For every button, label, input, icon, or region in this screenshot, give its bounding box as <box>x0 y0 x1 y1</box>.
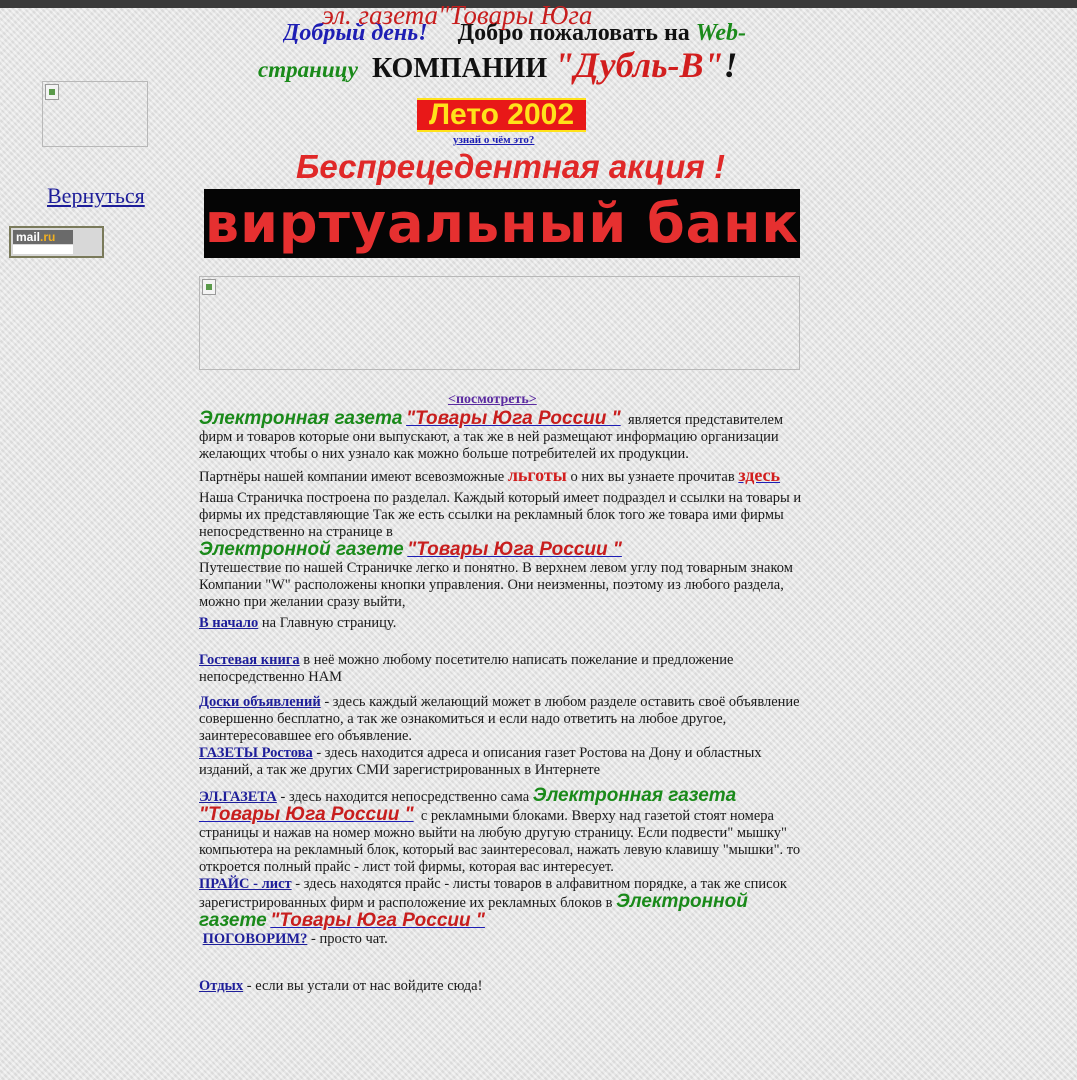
benefits-word: льготы <box>507 465 567 485</box>
nav-epaper-item <box>199 787 803 876</box>
structure-text: Наша Страничка построена по разделал. Каждый который имеет подраздел и ссылки на товары и фирмы их представляющие Так же есть ссылки на рекламный блок того же товара ими фирмы непосредственно на странице в <box>199 490 802 540</box>
epaper-newspaper-link[interactable]: "Товары Юга России " <box>199 804 414 825</box>
structure-newspaper-link[interactable]: "Товары Юга России " <box>407 539 622 560</box>
nav-rest-text: - если вы устали от нас войдите сюда! <box>246 978 483 994</box>
mailru-counter-bar <box>13 245 73 254</box>
page-word: страницу <box>258 57 358 82</box>
look-link[interactable]: <посмотреть> <box>448 392 537 407</box>
main-content <box>199 410 803 995</box>
nav-rest-link[interactable]: Отдых <box>199 978 244 994</box>
greeting-text: Добрый день! <box>283 20 428 44</box>
exclaim: ! <box>723 45 738 85</box>
summer-badge[interactable]: Лето 2002 <box>417 98 586 132</box>
partners-text: Партнёры нашей компании имеют всевозможные <box>199 469 505 485</box>
nav-guest-item <box>199 652 803 686</box>
nav-home-link[interactable]: В начало <box>199 615 259 631</box>
nav-boards-text: - здесь каждый желающий может в любом разделе оставить своё объявление совершенно бесплатно, а так же ознакомиться и если надо ответить на любое другое, заинтересовавшее его объявление. <box>199 694 800 744</box>
newspaper-label: Электронная газета <box>199 408 403 429</box>
mailru-logo-a: mail <box>16 230 41 244</box>
welcome-text: Добро пожаловать на <box>457 20 690 44</box>
here-link[interactable]: здесь <box>738 465 781 485</box>
nav-papers-item <box>199 745 803 779</box>
nav-papers-link[interactable]: ГАЗЕТЫ Ростова <box>199 745 313 761</box>
nav-epaper-link[interactable]: ЭЛ.ГАЗЕТА <box>199 789 277 805</box>
broken-image-icon <box>202 279 216 295</box>
learn-link[interactable]: узнай о чём это? <box>453 134 535 146</box>
company-word: КОМПАНИИ <box>371 53 548 84</box>
nav-papers-text: - здесь находится адреса и описания газет Ростова на Дону и областных изданий, а так же других СМИ зарегистрированных в Интернете <box>199 745 762 778</box>
broken-image-icon <box>45 84 59 100</box>
price-newspaper-label: Электронной газете <box>199 891 748 931</box>
nav-rest-item <box>199 978 803 995</box>
web-text: Web- <box>695 20 746 44</box>
mailru-counter[interactable] <box>9 226 104 258</box>
company-name: "Дубль-В" <box>554 45 724 85</box>
nav-chat-item <box>199 931 803 948</box>
banner-image-placeholder[interactable] <box>199 276 800 370</box>
price-newspaper-link[interactable]: "Товары Юга России " <box>270 910 485 931</box>
mailru-logo <box>13 230 73 244</box>
partners-paragraph <box>199 467 803 486</box>
structure-newspaper-label: Электронной газете <box>199 539 404 560</box>
back-link[interactable]: Вернуться <box>47 183 145 208</box>
nav-price-link[interactable]: ПРАЙС - лист <box>199 876 292 892</box>
nav-price-item <box>199 876 803 931</box>
company-line <box>258 44 738 86</box>
intro-paragraph <box>199 410 803 463</box>
nav-boards-item <box>199 694 803 745</box>
nav-home-item <box>199 615 803 632</box>
structure-paragraph <box>199 490 803 560</box>
nav-boards-link[interactable]: Доски объявлений <box>199 694 321 710</box>
intro-text: является представителем фирм и товаров которые они выпускают, а так же в ней размещают информацию организации желающих чтобы о них узнало как можно больше потребителей их продукции. <box>199 412 784 462</box>
nav-chat-text: - просто чат. <box>310 931 388 947</box>
nav-price-text: - здесь находятся прайс - листы товаров в алфавитном порядке, а так же список зарегистрированных фирм и расположение их рекламных блоков в <box>199 876 787 911</box>
travel-paragraph <box>199 560 803 611</box>
newspaper-link[interactable]: "Товары Юга России " <box>406 408 621 429</box>
partners-text-2: о них вы узнаете прочитав <box>570 469 735 485</box>
epaper-newspaper-label: Электронная газета <box>532 785 737 806</box>
nav-home-text: на Главную страницу. <box>261 615 397 631</box>
nav-guest-text: в неё можно любому посетителю написать пожелание и предложение непосредственно НАМ <box>199 652 734 685</box>
logo-image-placeholder <box>42 81 148 147</box>
marquee-title: эл. газета"Товары Юга <box>322 0 593 30</box>
nav-epaper-text-2: с рекламными блоками. Вверху над газетой стоят номера страницы и нажав на номер можно выйти на любую другую страницу. Если подвести" мышку" компьютера на рекламный блок, который вас заинтересовал, нажать левую клавишу "мышки". то откроется полный прайс - лист той фирмы, которая вас интересует. <box>199 808 801 875</box>
promo-headline: Беспрецедентная акция ! <box>296 148 726 185</box>
nav-guestbook-link[interactable]: Гостевая книга <box>199 652 300 668</box>
nav-epaper-text: - здесь находится непосредственно сама <box>280 789 530 805</box>
nav-chat-link[interactable]: ПОГОВОРИМ? <box>202 931 308 947</box>
mailru-logo-b: .ru <box>40 230 56 244</box>
travel-text: Путешествие по нашей Страничке легко и понятно. В верхнем левом углу под товарным знаком Компании "W" расположены кнопки управления. Они неизменны, поэтому из любого раздела, можно при желании сразу выйти, <box>199 560 793 610</box>
virtual-bank-banner[interactable]: виртуальный банк <box>204 189 800 258</box>
